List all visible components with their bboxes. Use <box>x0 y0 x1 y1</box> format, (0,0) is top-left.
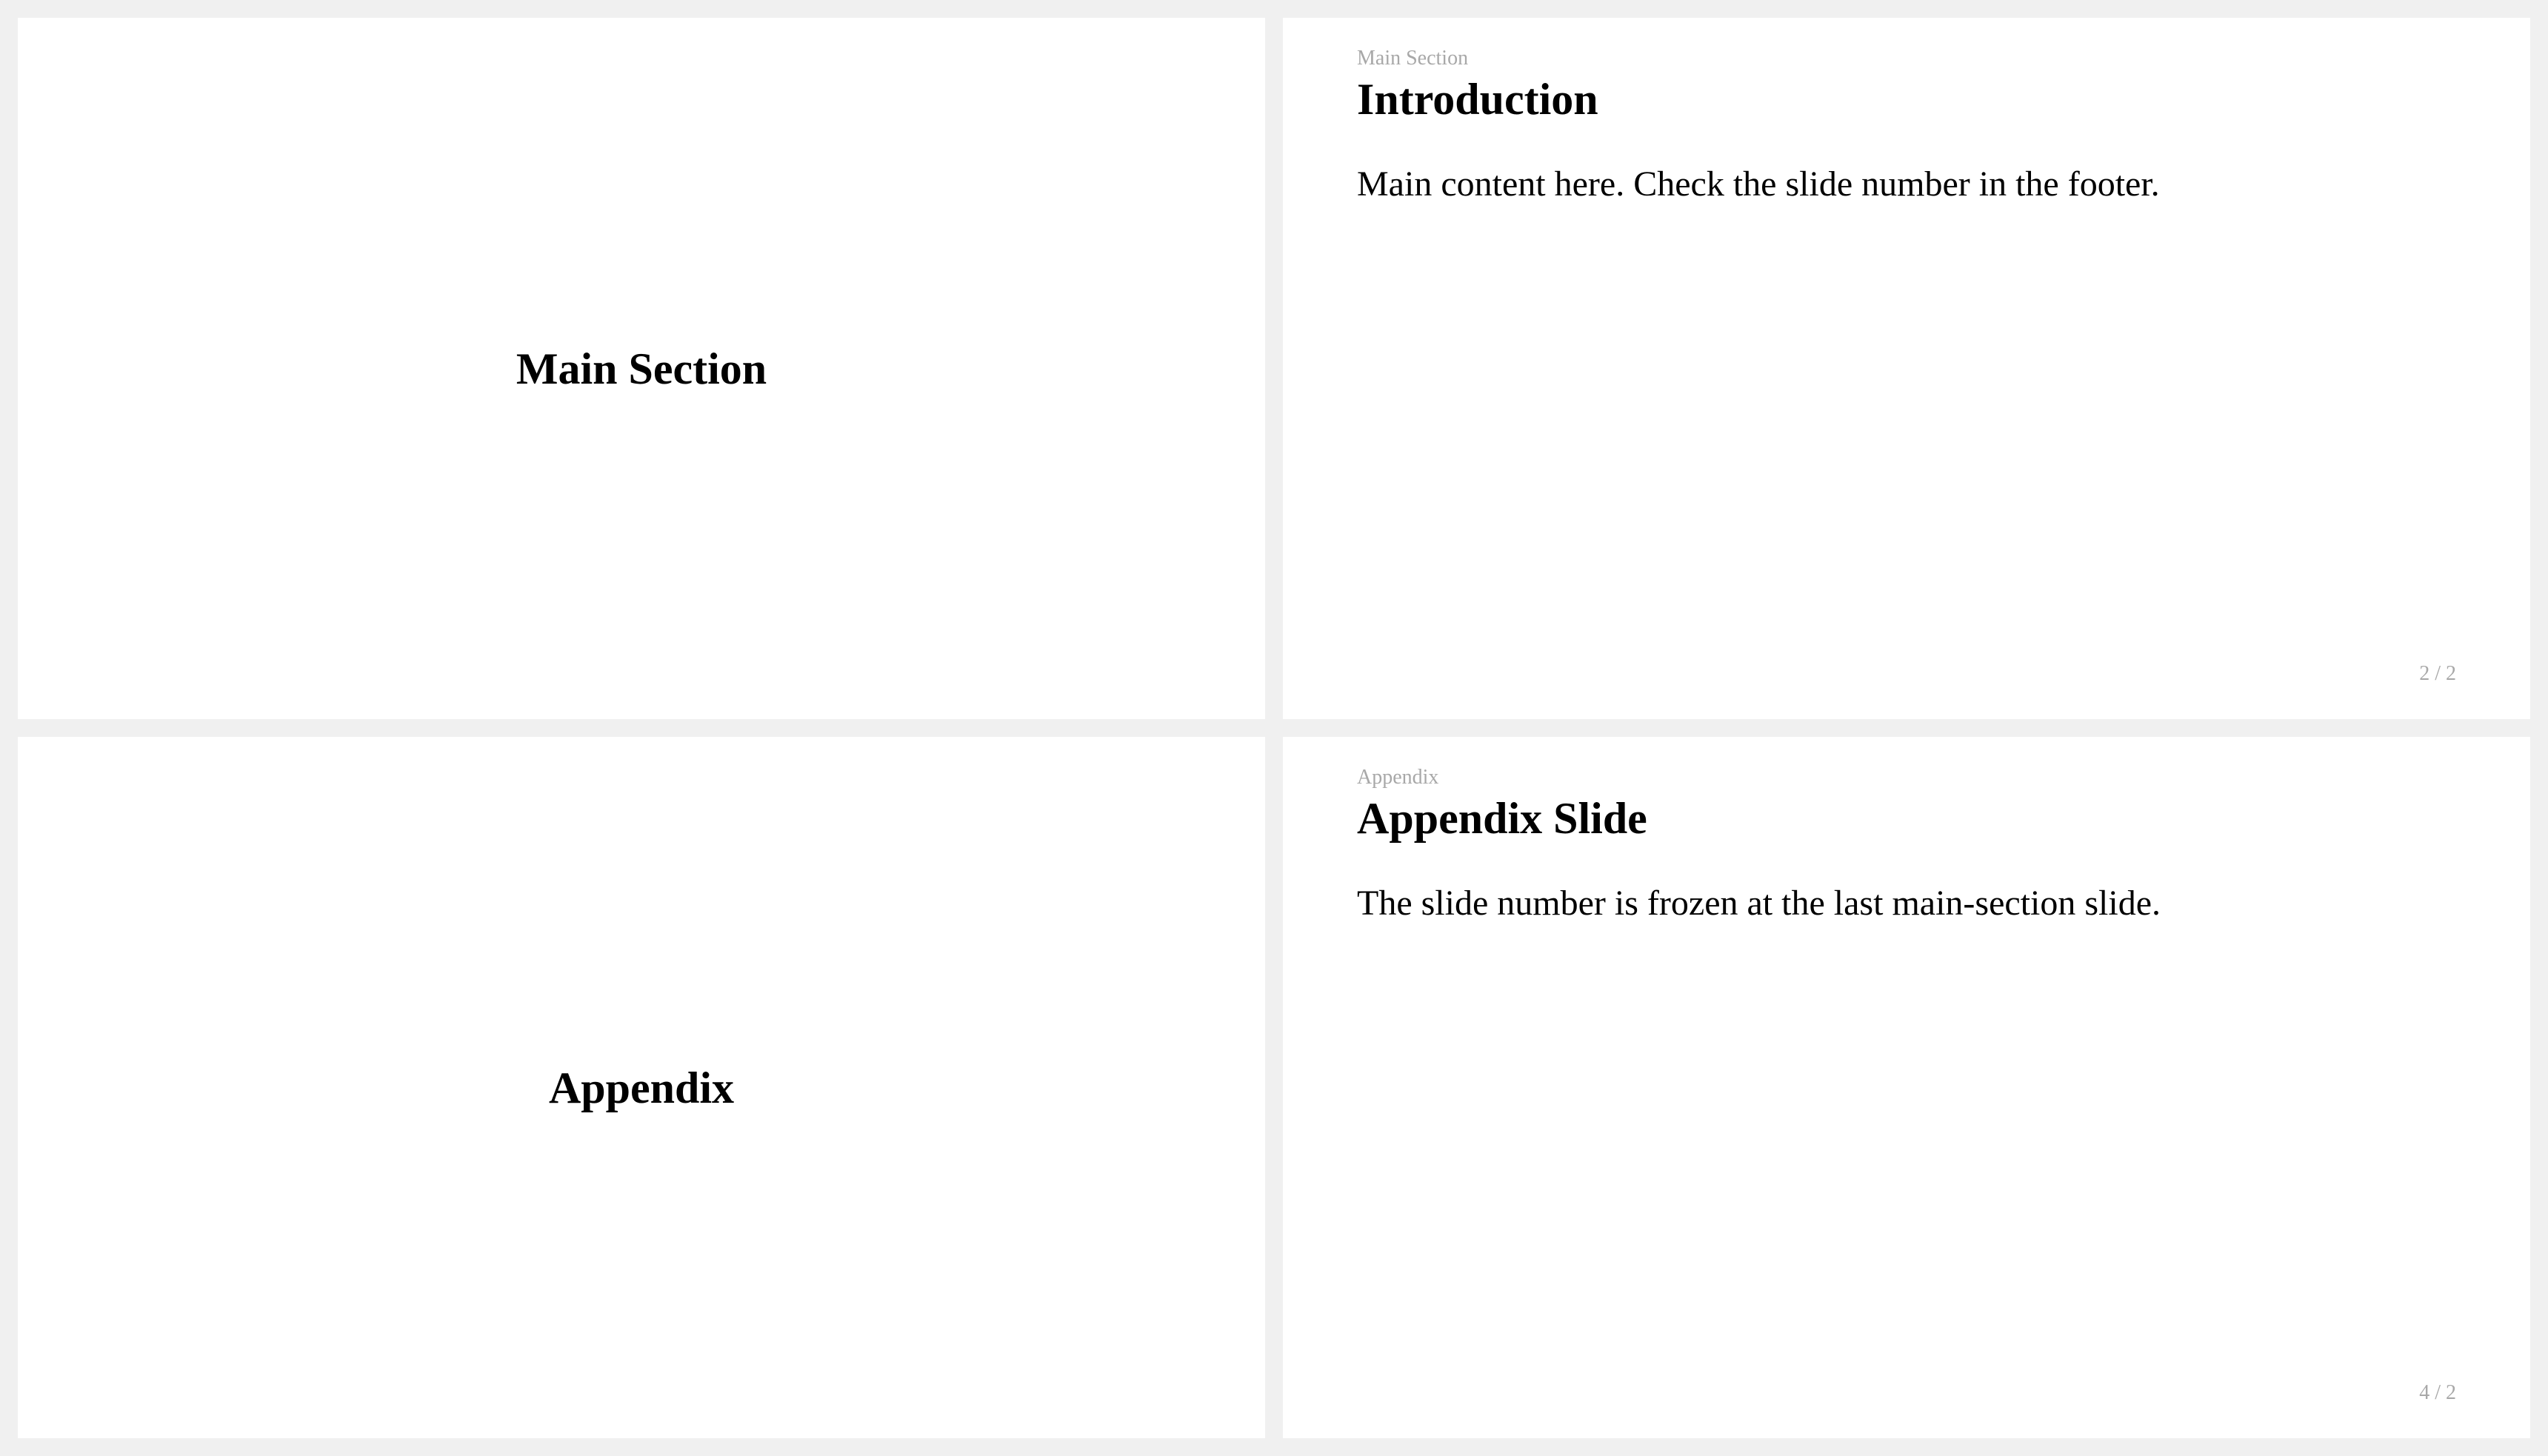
slide-page-3 <box>18 737 1265 1438</box>
section-title: Main Section <box>516 344 767 393</box>
slide-page-4 <box>1283 737 2530 1438</box>
slide-kicker: Appendix <box>1357 766 1439 789</box>
slide-body-text: The slide number is frozen at the last main-section slide. <box>1357 883 2161 923</box>
slide-page-2 <box>1283 18 2530 719</box>
page-number: 4 / 2 <box>2419 1381 2456 1405</box>
slide-body-text: Main content here. Check the slide number in the footer. <box>1357 164 2160 204</box>
section-title: Appendix <box>548 1063 735 1112</box>
slide-page-1 <box>18 18 1265 719</box>
page-number: 2 / 2 <box>2419 662 2456 686</box>
slide-kicker: Main Section <box>1357 47 1469 70</box>
slide-heading: Appendix Slide <box>1357 793 1647 843</box>
slide-heading: Introduction <box>1357 74 1598 124</box>
